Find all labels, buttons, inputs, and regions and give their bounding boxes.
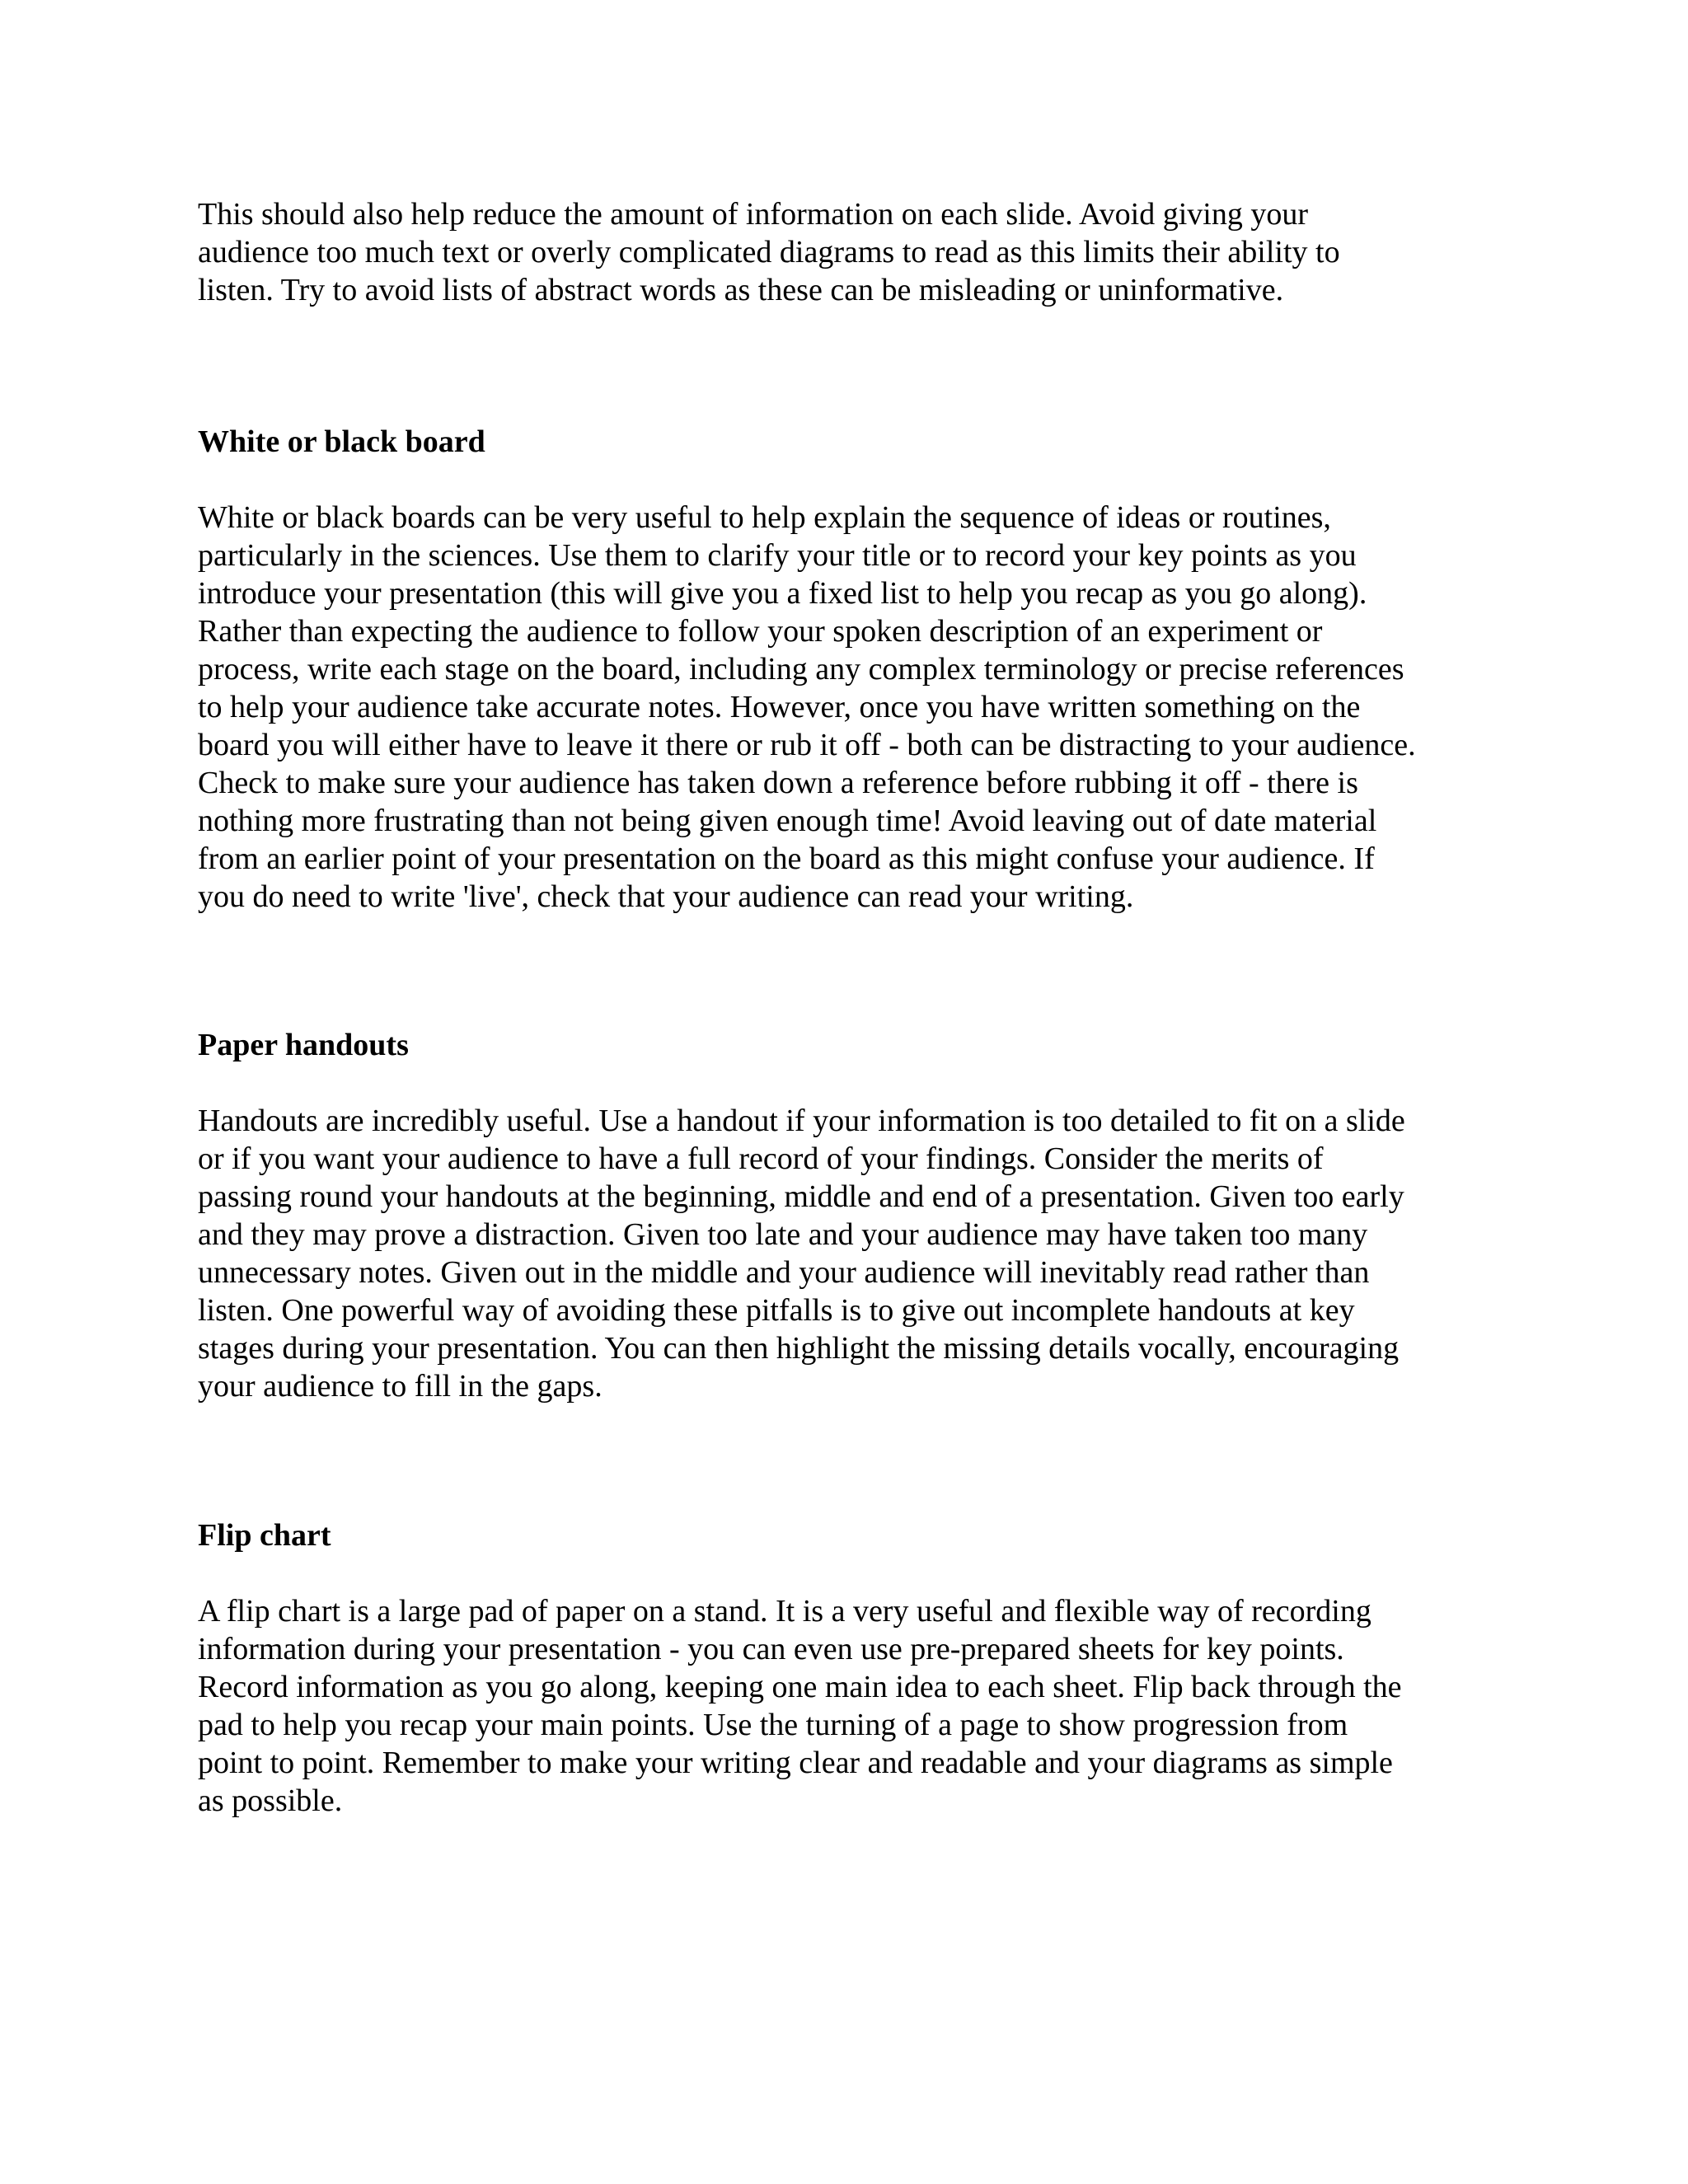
paragraph-line: White or black boards can be very useful to help explain the sequence of ideas or routines, [198,500,1331,535]
paragraph-line: passing round your handouts at the beginning, middle and end of a presentation. Given too early [198,1179,1404,1214]
paragraph-line: listen. Try to avoid lists of abstract words as these can be misleading or uninformative. [198,273,1284,307]
paragraph-line: unnecessary notes. Given out in the middle and your audience will inevitably read rather than [198,1255,1370,1290]
paragraph-line: from an earlier point of your presentation on the board as this might confuse your audience. If [198,841,1375,876]
section-heading-whiteboard: White or black board [198,424,485,459]
paragraph-line: listen. One powerful way of avoiding these pitfalls is to give out incomplete handouts at key [198,1293,1355,1328]
section-heading-handouts: Paper handouts [198,1028,409,1062]
paragraph-line: Handouts are incredibly useful. Use a handout if your information is too detailed to fit on a slide [198,1104,1405,1138]
section-paragraph-whiteboard [198,499,1484,916]
paragraph-line: audience too much text or overly complicated diagrams to read as this limits their ability to [198,235,1340,269]
paragraph-line: you do need to write 'live', check that your audience can read your writing. [198,879,1134,914]
section-paragraph-flipchart [198,1592,1484,1820]
paragraph-line: A flip chart is a large pad of paper on a stand. It is a very useful and flexible way of recording [198,1594,1372,1629]
paragraph-line: Rather than expecting the audience to follow your spoken description of an experiment or [198,614,1323,649]
paragraph-line: Record information as you go along, keeping one main idea to each sheet. Flip back through the [198,1670,1402,1704]
section-paragraph-handouts [198,1102,1484,1405]
paragraph-line: nothing more frustrating than not being given enough time! Avoid leaving out of date material [198,804,1377,838]
paragraph-line: as possible. [198,1783,343,1818]
paragraph-line: to help your audience take accurate notes. However, once you have written something on the [198,690,1361,724]
paragraph-line: pad to help you recap your main points. Use the turning of a page to show progression from [198,1708,1348,1742]
paragraph-line: and they may prove a distraction. Given too late and your audience may have taken too many [198,1217,1368,1252]
paragraph-line: process, write each stage on the board, including any complex terminology or precise references [198,652,1404,687]
paragraph-line: point to point. Remember to make your writing clear and readable and your diagrams as simple [198,1746,1393,1780]
paragraph-line: board you will either have to leave it there or rub it off - both can be distracting to your audience. [198,728,1416,762]
section-heading-flipchart: Flip chart [198,1518,331,1553]
paragraph-line: stages during your presentation. You can then highlight the missing details vocally, encouraging [198,1331,1400,1366]
intro-paragraph [198,195,1484,309]
paragraph-line: introduce your presentation (this will give you a fixed list to help you recap as you go along). [198,576,1367,611]
paragraph-line: This should also help reduce the amount of information on each slide. Avoid giving your [198,197,1308,232]
paragraph-line: particularly in the sciences. Use them to clarify your title or to record your key points as you [198,538,1357,573]
paragraph-line: Check to make sure your audience has taken down a reference before rubbing it off - there is [198,766,1358,800]
paragraph-line: your audience to fill in the gaps. [198,1369,603,1404]
paragraph-line: or if you want your audience to have a full record of your findings. Consider the merits of [198,1141,1324,1176]
paragraph-line: information during your presentation - you can even use pre-prepared sheets for key points. [198,1632,1344,1666]
